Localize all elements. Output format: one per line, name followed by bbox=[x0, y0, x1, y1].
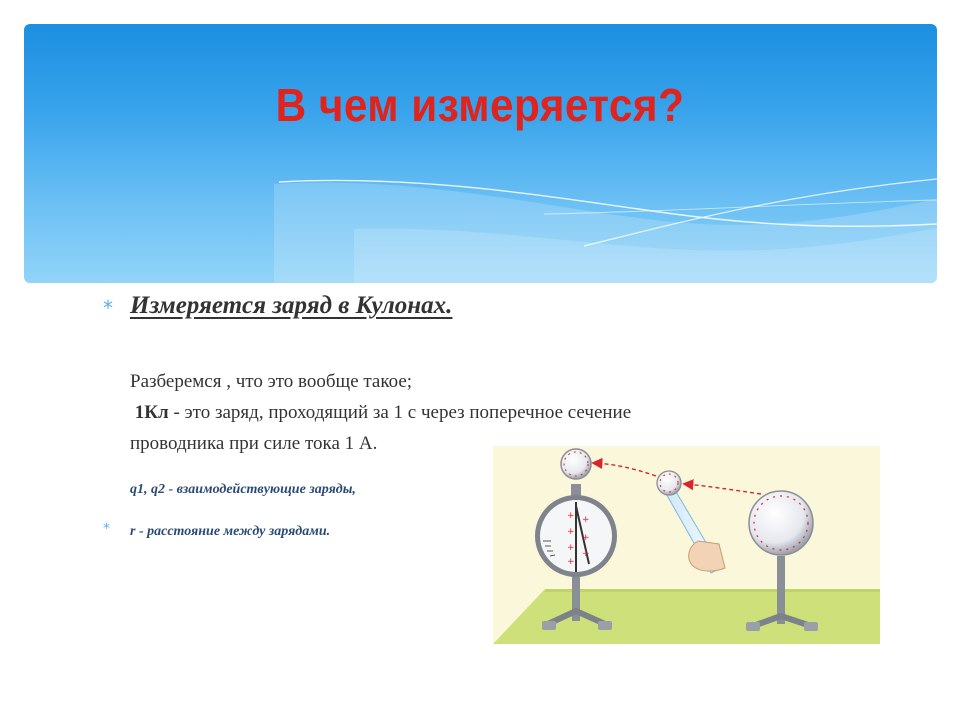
wave-decoration bbox=[24, 24, 937, 283]
definition-text: - это заряд, проходящий за 1 с через поперечное сечение bbox=[168, 402, 632, 423]
bullet-icon: * bbox=[103, 521, 110, 537]
note-distance: r - расстояние между зарядами. bbox=[130, 524, 331, 539]
svg-text:+: + bbox=[582, 533, 590, 543]
svg-text:+: + bbox=[567, 557, 575, 567]
svg-text:+: + bbox=[567, 543, 575, 553]
note-charges: q1, q2 - взаимодействующие заряды, bbox=[130, 482, 356, 497]
intro-line: Разберемся , что это вообще такое; bbox=[130, 371, 413, 392]
electrometer-illustration bbox=[493, 446, 880, 644]
svg-text:+: + bbox=[582, 549, 590, 559]
svg-text:+: + bbox=[582, 515, 590, 525]
svg-text:+: + bbox=[567, 527, 575, 537]
slide-heading: Измеряется заряд в Кулонах. bbox=[130, 292, 453, 319]
electrometer-drawing bbox=[493, 446, 880, 644]
table-surface bbox=[493, 589, 880, 644]
definition-term: 1Кл bbox=[134, 402, 169, 423]
title-banner bbox=[24, 24, 937, 283]
transfer-arrow-right bbox=[685, 484, 761, 494]
svg-text:+: + bbox=[567, 511, 575, 521]
bullet-icon: * bbox=[103, 296, 113, 320]
definition-line-2: проводника при силе тока 1 А. bbox=[130, 433, 378, 454]
page-title: В чем измеряется? bbox=[275, 79, 685, 131]
definition-line bbox=[130, 397, 790, 428]
transfer-arrow-left bbox=[594, 463, 656, 476]
charge-carrier-rod bbox=[657, 471, 725, 573]
